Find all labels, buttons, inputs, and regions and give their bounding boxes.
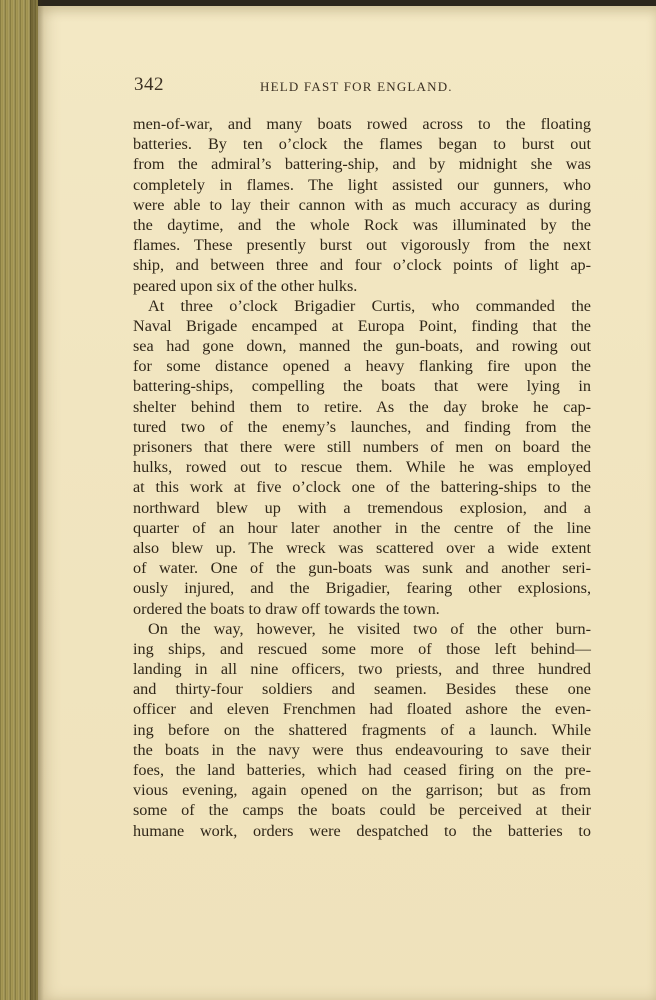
text-line: ing ships, and rescued some more of those left behind— <box>133 639 591 658</box>
text-line: landing in all nine officers, two priests, and three hundred <box>133 660 591 679</box>
text-line: and thirty-four soldiers and seamen. Besides these one <box>133 680 591 699</box>
text-line: the daytime, and the whole Rock was illuminated by the <box>133 215 591 234</box>
text-line: Naval Brigade encamped at Europa Point, finding that the <box>133 316 591 335</box>
text-line: for some distance opened a heavy flanking fire upon the <box>133 357 591 376</box>
paragraph-start-line: At three o’clock Brigadier Curtis, who commanded the <box>148 296 591 315</box>
text-line: ordered the boats to draw off towards the town. <box>133 599 440 618</box>
body-text <box>133 114 591 841</box>
text-line: ing before on the shattered fragments of a launch. While <box>133 720 591 739</box>
text-line: some of the camps the boats could be perceived at their <box>133 801 591 820</box>
text-line: vious evening, again opened on the garrison; but as from <box>133 781 591 800</box>
text-line: the boats in the navy were thus endeavouring to save their <box>133 740 591 759</box>
text-line: flames. These presently burst out vigorously from the next <box>133 236 591 255</box>
text-line: humane work, orders were despatched to the batteries to <box>133 821 591 840</box>
text-line: were able to lay their cannon with as much accuracy as during <box>133 195 591 214</box>
text-line: at this work at five o’clock one of the battering-ships to the <box>133 478 591 497</box>
text-line: shelter behind them to retire. As the day broke he cap- <box>133 397 591 416</box>
text-line: battering-ships, compelling the boats that were lying in <box>133 377 591 396</box>
text-line: foes, the land batteries, which had ceased firing on the pre- <box>133 761 591 779</box>
text-line: also blew up. The wreck was scattered over a wide extent <box>133 538 591 557</box>
text-line: quarter of an hour later another in the centre of the line <box>133 518 591 537</box>
text-line: tured two of the enemy’s launches, and finding from the <box>133 417 591 436</box>
text-line: of water. One of the gun-boats was sunk and another seri- <box>133 559 591 578</box>
running-title: HELD FAST FOR ENGLAND. <box>260 79 453 94</box>
paragraph-start-line: On the way, however, he visited two of the other burn- <box>148 619 591 638</box>
text-line: officer and eleven Frenchmen had floated ashore the even- <box>133 700 591 719</box>
text-line: completely in flames. The light assisted our gunners, who <box>133 175 591 194</box>
running-header <box>134 74 590 100</box>
text-line: hulks, rowed out to rescue them. While he was employed <box>133 458 591 477</box>
gutter-shadow <box>30 0 44 1000</box>
text-line: men-of-war, and many boats rowed across to the floating <box>133 115 591 133</box>
text-line: ously injured, and the Brigadier, fearing other explosions, <box>133 579 591 598</box>
text-line: prisoners that there were still numbers of men on board the <box>133 438 591 456</box>
page-number: 342 <box>134 74 164 95</box>
text-line: sea had gone down, manned the gun-boats, and rowing out <box>133 337 591 356</box>
text-line: ship, and between three and four o’clock points of light ap- <box>133 256 591 275</box>
text-line: northward blew up with a tremendous explosion, and a <box>133 498 591 517</box>
text-line: peared upon six of the other hulks. <box>133 276 358 295</box>
text-line: from the admiral’s battering-ship, and by midnight she was <box>133 155 591 174</box>
text-line: batteries. By ten o’clock the flames began to burst out <box>133 135 591 154</box>
